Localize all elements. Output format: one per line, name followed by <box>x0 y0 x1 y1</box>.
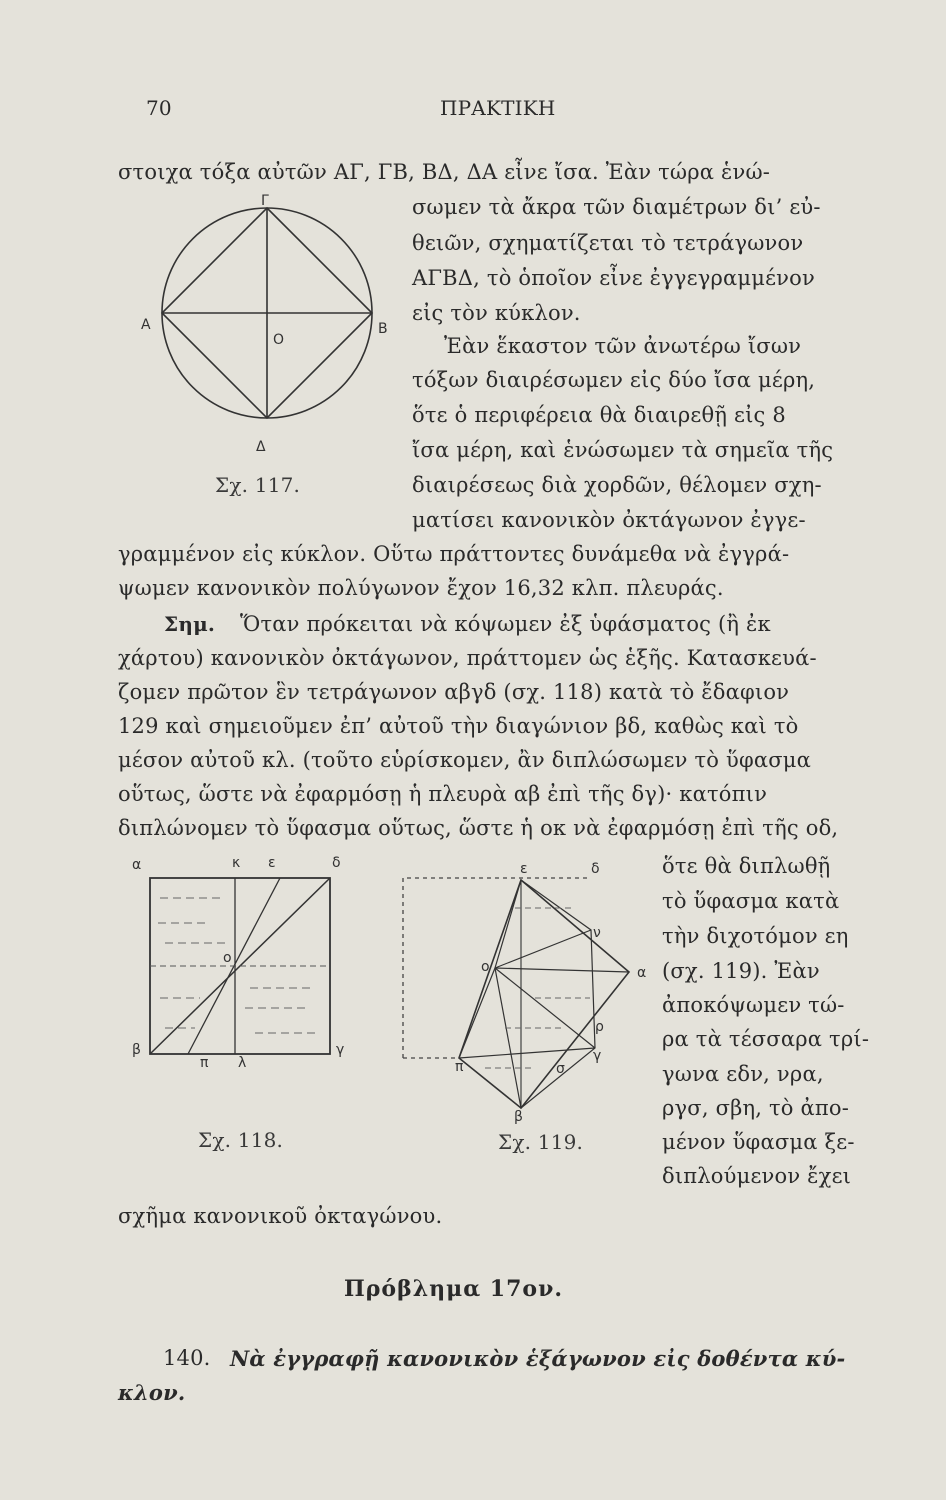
body-wrap2-line-1: ὅτε θὰ διπλωθῇ <box>662 854 831 878</box>
problem-text-line-2: κλον. <box>118 1380 186 1405</box>
fig119-label-b: β <box>514 1109 524 1125</box>
fig119-label-e: ε <box>520 861 528 877</box>
body-wrap2-line-6: ρα τὰ τέσσαρα τρί- <box>662 1027 870 1051</box>
fig118-label-p: π <box>200 1055 209 1071</box>
fig118-label-d: δ <box>332 855 341 871</box>
body-wrap1-line-2: θειῶν, σχηματίζεται τὸ τετράγωνον <box>412 231 804 255</box>
fig118-label-g: γ <box>336 1042 345 1058</box>
note-line-7: διπλώνομεν τὸ ὕφασμα οὕτως, ὥστε ἡ οκ νὰ ἐφαρμόσῃ ἐπὶ τῆς οδ, <box>118 816 839 840</box>
note-line-6: οὕτως, ὥστε νὰ ἐφαρμόσῃ ἡ πλευρὰ αβ ἐπὶ τῆς δγ)· κατόπιν <box>118 782 768 806</box>
fig118-label-o: ο <box>223 950 232 966</box>
fig118-label-k: κ <box>232 855 241 871</box>
fig119-caption: Σχ. 119. <box>498 1130 584 1154</box>
body-wrap2-line-4: (σχ. 119). Ἐὰν <box>662 959 820 983</box>
page-number: 70 <box>146 96 172 120</box>
note-line-4: 129 καὶ σημειοῦμεν ἐπ’ αὐτοῦ τὴν διαγώνιον βδ, καθὼς καὶ τὸ <box>118 714 799 738</box>
fig117-label-bottom: Δ <box>256 439 266 455</box>
fig119-label-a: α <box>637 965 647 981</box>
note-line-2: χάρτου) κανονικὸν ὀκτάγωνον, πράττομεν ὡς ἑξῆς. Κατασκευά- <box>118 646 817 670</box>
body-line-1: στοιχα τόξα αὐτῶν ΑΓ, ΓΒ, ΒΔ, ΔΑ εἶνε ἴσα. Ἐὰν τώρα ἑνώ- <box>118 160 771 184</box>
body-wrap1-line-3: ΑΓΒΔ, τὸ ὁποῖον εἶνε ἐγγεγραμμένον <box>412 266 815 290</box>
fig118-caption: Σχ. 118. <box>198 1128 284 1152</box>
body-full-line-2: ψωμεν κανονικὸν πολύγωνον ἔχον 16,32 κλπ. πλευράς. <box>118 576 724 600</box>
running-title: ΠΡΑΚΤΙΚΗ <box>440 96 556 120</box>
note-label: Σημ. <box>164 612 216 636</box>
note-line-3: ζομεν πρῶτον ἓν τετράγωνον αβγδ (σχ. 118) κατὰ τὸ ἔδαφιον <box>118 680 790 704</box>
body-wrap1-line-10: ματίσει κανονικὸν ὀκτάγωνον ἐγγε- <box>412 508 806 532</box>
fig119-label-p: π <box>455 1059 464 1075</box>
fig118-label-l: λ <box>238 1055 247 1071</box>
body-last-line: σχῆμα κανονικοῦ ὀκταγώνου. <box>118 1204 443 1228</box>
fig119-label-s: σ <box>556 1061 566 1077</box>
fig117-label-center: Ο <box>273 332 285 348</box>
body-full-line-1: γραμμένον εἰς κύκλον. Οὕτω πράττοντες δυνάμεθα νὰ ἐγγρά- <box>118 542 790 566</box>
body-wrap1-line-9: διαιρέσεως διὰ χορδῶν, θέλομεν σχη- <box>412 473 822 497</box>
problem-heading: Πρόβλημα 17ον. <box>344 1276 564 1302</box>
problem-number: 140. <box>163 1346 211 1370</box>
body-wrap1-line-1: σωμεν τὰ ἄκρα τῶν διαμέτρων δι’ εὐ- <box>412 195 821 219</box>
body-wrap2-line-2: τὸ ὕφασμα κατὰ <box>662 889 840 913</box>
fig117-label-left: Α <box>141 317 151 333</box>
fig118-label-b: β <box>132 1042 142 1058</box>
body-wrap2-line-5: ἀποκόψωμεν τώ- <box>662 993 845 1017</box>
body-wrap2-line-8: ργσ, σβη, τὸ ἀπο- <box>662 1096 850 1120</box>
fig117-label-right: Β <box>378 321 388 337</box>
body-wrap1-line-7: ὅτε ὁ περιφέρεια θὰ διαιρεθῇ εἰς 8 <box>412 403 786 427</box>
body-wrap2-line-7: γωνα εδν, νρα, <box>662 1062 824 1086</box>
body-wrap1-line-4: εἰς τὸν κύκλον. <box>412 301 581 325</box>
fig119-label-g: γ <box>593 1048 602 1064</box>
body-wrap2-line-9: μένον ὕφασμα ξε- <box>662 1130 855 1154</box>
note-line-5: μέσον αὐτοῦ κλ. (τοῦτο εὑρίσκομεν, ἂν διπλώσωμεν τὸ ὕφασμα <box>118 748 812 772</box>
fig117-caption: Σχ. 117. <box>215 473 301 497</box>
figure-119 <box>395 868 645 1108</box>
body-wrap1-line-5: Ἐὰν ἕκαστον τῶν ἀνωτέρω ἴσων <box>444 334 802 358</box>
fig119-label-n: ν <box>593 925 602 941</box>
fig119-label-o: ο <box>481 959 490 975</box>
fig119-label-r: ρ <box>595 1019 605 1035</box>
body-wrap1-line-6: τόξων διαιρέσωμεν εἰς δύο ἴσα μέρη, <box>412 368 816 392</box>
fig117-label-top: Γ <box>261 193 269 209</box>
body-wrap1-line-8: ἴσα μέρη, καὶ ἑνώσωμεν τὰ σημεῖα τῆς <box>412 438 834 462</box>
problem-text-line-1: Νὰ ἐγγραφῇ κανονικὸν ἑξάγωνον εἰς δοθέντα κύ- <box>230 1346 846 1371</box>
note-line-1: Ὅταν πρόκειται νὰ κόψωμεν ἐξ ὑφάσματος (ἢ ἐκ <box>240 612 771 636</box>
body-wrap2-line-10: διπλούμενον ἔχει <box>662 1164 852 1188</box>
fig119-label-d: δ <box>591 861 600 877</box>
body-wrap2-line-3: τὴν διχοτόμον εη <box>662 924 849 948</box>
figure-118 <box>140 868 340 1071</box>
fig118-label-a: α <box>132 857 142 873</box>
fig118-label-e: ε <box>268 855 276 871</box>
